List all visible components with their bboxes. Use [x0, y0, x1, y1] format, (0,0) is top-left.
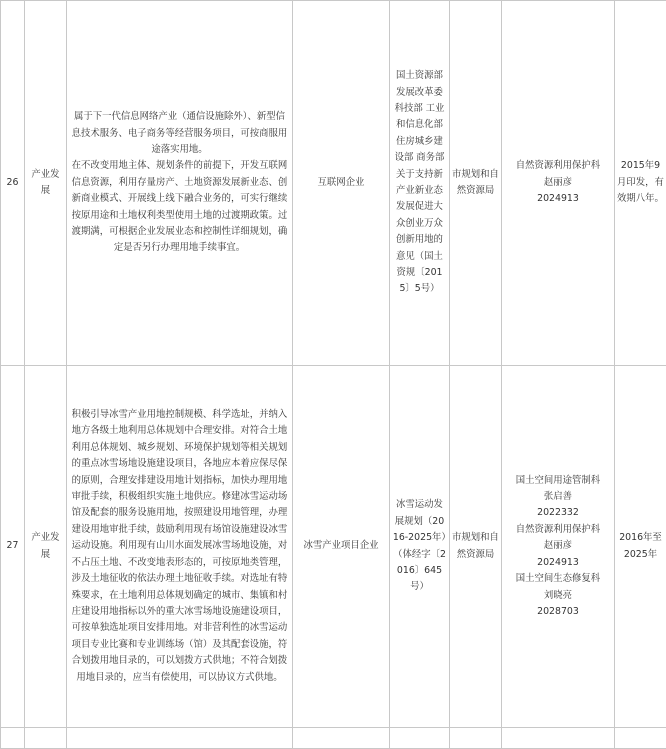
contact-cell — [502, 1, 615, 366]
basis-cell: 冰雪运动发展规划（2016-2025年）（体经字〔2016〕645号） — [390, 366, 450, 728]
empty-cell — [1, 728, 25, 749]
target-cell: 冰雪产业项目企业 — [293, 366, 390, 728]
policy-content — [67, 366, 293, 728]
department-cell: 市规划和自然资源局 — [450, 1, 502, 366]
row-number: 26 — [1, 1, 25, 366]
empty-cell — [67, 728, 293, 749]
contact-line: 2024913 — [504, 555, 612, 571]
basis-cell: 国土资源部 发展改革委 科技部 工业和信息化部 住房城乡建设部 商务部关于支持新产业新业态发展促进大众创业万众创新用地的意见（国土资规〔2015〕5号） — [390, 1, 450, 366]
empty-cell — [502, 728, 615, 749]
empty-cell — [450, 728, 502, 749]
contact-line: 2022332 — [504, 505, 612, 521]
empty-cell — [615, 728, 666, 749]
policy-content — [67, 1, 293, 366]
validity-cell: 2016年至2025年 — [615, 366, 666, 728]
validity-cell: 2015年9月印发，有效期八年。 — [615, 1, 666, 366]
target-cell: 互联网企业 — [293, 1, 390, 366]
contact-line: 国土空间生态修复科 — [504, 571, 612, 587]
category-cell: 产业发展 — [25, 1, 67, 366]
contact-line: 张启善 — [504, 489, 612, 505]
empty-cell — [293, 728, 390, 749]
contact-line: 赵丽彦 — [504, 538, 612, 554]
table-row — [1, 366, 666, 728]
policy-paragraph: 积极引导冰雪产业用地控制规模、科学选址，并纳入地方各级土地利用总体规划中合理安排。对符合土地利用总体规划、城乡规划、环境保护规划等相关规划的重点冰雪场地设施建设项目，各地应本着应保尽保的原则，合理安排建设用地计划指标，加快办理用地审批手续，积极组织实施土地供应。修建冰雪运动场馆及配套的服务设施用地，按照建设用地管理，办理建设用地审批手续，鼓励利用现有场馆设施建设冰雪运动设施。利用现有山川水面发展冰雪场地设施，对不占压土地、不改变地表形态的，可按原地类管理，涉及土地征收的依法办理土地征收手续。对选址有特殊要求，在土地利用总体规划确定的城市、集镇和村庄建设用地指标以外的重大冰雪场地设施建设项目，可按单独选址项目安排用地。对非营利性的冰雪运动项目专业比赛和专业训练场（馆）及其配套设施，符合划拨用地目录的，可以划拨方式供地；不符合划拨用地目录的，应当有偿使用，可以协议方式供地。 — [71, 407, 288, 686]
empty-cell — [390, 728, 450, 749]
policy-paragraph: 在不改变用地主体、规划条件的前提下，开发互联网信息资源，利用存量房产、土地资源发展新业态、创新商业模式、开展线上线下融合业务的，可实行继续按原用途和土地权利类型使用土地的过渡期政策。过渡期满，可根据企业发展业态和控制性详细规划，确定是否另行办理用地手续事宜。 — [71, 158, 288, 256]
contact-line: 国土空间用途管制科 — [504, 473, 612, 489]
contact-line: 2028703 — [504, 604, 612, 620]
table-row — [1, 1, 666, 366]
policy-paragraph: 属于下一代信息网络产业（通信设施除外）、新型信息技术服务、电子商务等经营服务项目，可按商服用途落实用地。 — [71, 109, 288, 158]
contact-line: 自然资源利用保护科 — [504, 158, 612, 174]
empty-cell — [25, 728, 67, 749]
contact-line: 刘晓亮 — [504, 588, 612, 604]
contact-line: 赵丽彦 — [504, 175, 612, 191]
department-cell: 市规划和自然资源局 — [450, 366, 502, 728]
contact-cell — [502, 366, 615, 728]
row-number: 27 — [1, 366, 25, 728]
contact-line: 自然资源利用保护科 — [504, 522, 612, 538]
table-row-partial — [1, 728, 666, 749]
contact-line: 2024913 — [504, 191, 612, 207]
category-cell: 产业发展 — [25, 366, 67, 728]
